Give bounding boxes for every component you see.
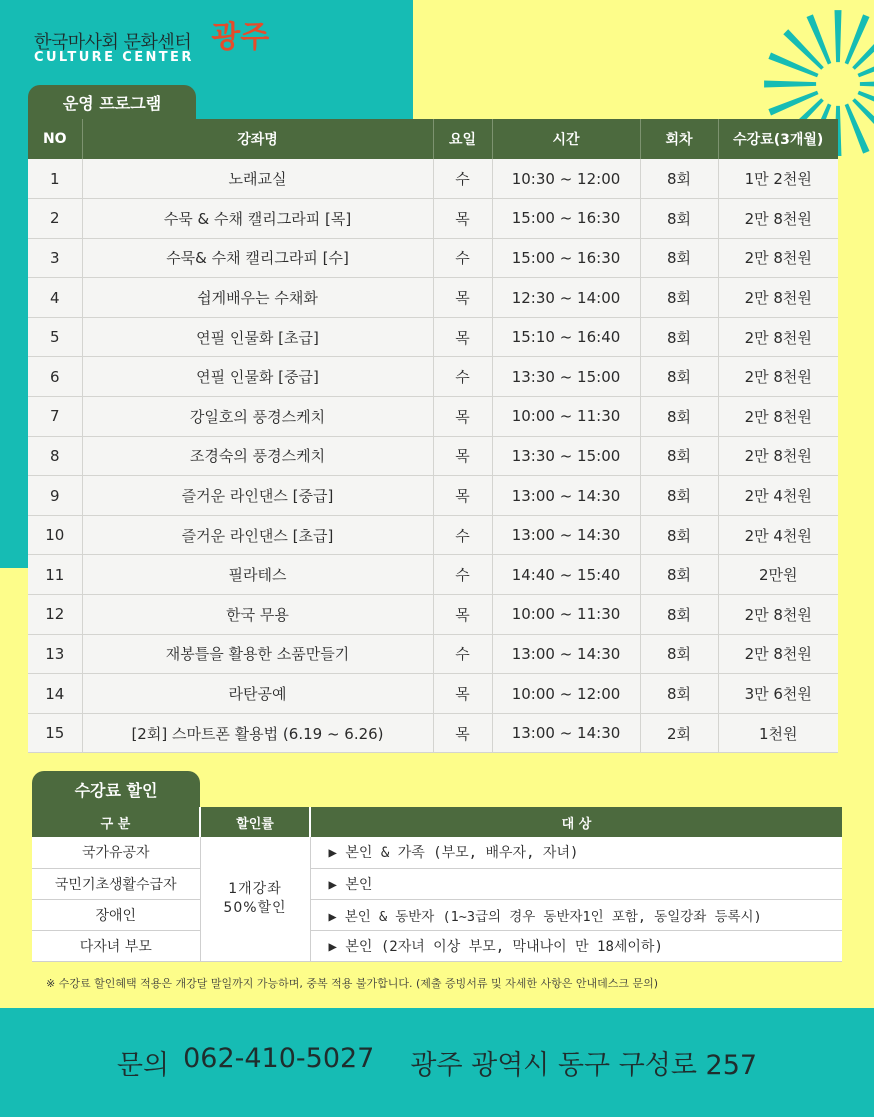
program-table-header <box>28 119 838 159</box>
table-row <box>28 515 838 555</box>
contact-phone[interactable]: 062-410-5027 <box>183 1043 375 1074</box>
discount-category: 국민기초생활수급자 <box>32 868 200 899</box>
course-time: 14:40 ~ 15:40 <box>492 555 640 595</box>
course-fee: 1만 2천원 <box>718 159 838 199</box>
discount-target: ▶ 본인 <box>310 868 842 899</box>
course-day: 수 <box>433 159 492 199</box>
discount-target: ▶ 본인 (2자녀 이상 부모, 막내나이 만 18세이하) <box>310 930 842 961</box>
course-no: 12 <box>28 595 82 635</box>
course-sessions: 8회 <box>640 595 718 635</box>
course-sessions: 8회 <box>640 159 718 199</box>
course-day: 수 <box>433 357 492 397</box>
course-time: 15:00 ~ 16:30 <box>492 199 640 239</box>
course-fee: 2만원 <box>718 555 838 595</box>
table-row <box>32 899 842 930</box>
course-no: 10 <box>28 515 82 555</box>
course-time: 15:10 ~ 16:40 <box>492 317 640 357</box>
course-sessions: 8회 <box>640 436 718 476</box>
course-day: 목 <box>433 436 492 476</box>
course-time: 13:30 ~ 15:00 <box>492 436 640 476</box>
header-category: 구 분 <box>32 807 200 837</box>
course-name: 라탄공예 <box>82 674 433 714</box>
course-name: 수묵& 수채 캘리그라피 [수] <box>82 238 433 278</box>
course-time: 12:30 ~ 14:00 <box>492 278 640 318</box>
header-fee: 수강료(3개월) <box>718 119 838 159</box>
discount-note: ※ 수강료 할인혜택 적용은 개강달 말일까지 가능하며, 중복 적용 불가합니다. (제출 증빙서류 및 자세한 사항은 안내데스크 문의) <box>46 977 659 990</box>
course-fee: 2만 4천원 <box>718 476 838 516</box>
table-row <box>32 930 842 961</box>
course-fee: 2만 8천원 <box>718 397 838 437</box>
course-time: 13:00 ~ 14:30 <box>492 476 640 516</box>
course-time: 10:00 ~ 11:30 <box>492 397 640 437</box>
course-time: 10:00 ~ 12:00 <box>492 674 640 714</box>
header-no: NO <box>28 119 82 159</box>
course-name: 즐거운 라인댄스 [초급] <box>82 515 433 555</box>
footer-contact-bar <box>0 1008 874 1117</box>
table-row <box>28 634 838 674</box>
course-sessions: 8회 <box>640 555 718 595</box>
course-no: 3 <box>28 238 82 278</box>
course-no: 11 <box>28 555 82 595</box>
course-sessions: 8회 <box>640 674 718 714</box>
discount-target: ▶ 본인 & 동반자 (1~3급의 경우 동반자1인 포함, 동일강좌 등록시) <box>310 899 842 930</box>
course-fee: 2만 8천원 <box>718 436 838 476</box>
course-no: 15 <box>28 713 82 753</box>
course-time: 13:00 ~ 14:30 <box>492 634 640 674</box>
table-row <box>28 357 838 397</box>
course-day: 수 <box>433 238 492 278</box>
course-sessions: 8회 <box>640 317 718 357</box>
course-no: 9 <box>28 476 82 516</box>
course-sessions: 8회 <box>640 397 718 437</box>
header-course: 강좌명 <box>82 119 433 159</box>
course-day: 목 <box>433 713 492 753</box>
header-sessions: 회차 <box>640 119 718 159</box>
course-no: 2 <box>28 199 82 239</box>
discount-target: ▶ 본인 & 가족 (부모, 배우자, 자녀) <box>310 837 842 868</box>
brand-city: 광주 <box>211 20 270 55</box>
header-time: 시간 <box>492 119 640 159</box>
course-fee: 2만 4천원 <box>718 515 838 555</box>
course-time: 13:30 ~ 15:00 <box>492 357 640 397</box>
course-sessions: 8회 <box>640 634 718 674</box>
course-time: 15:00 ~ 16:30 <box>492 238 640 278</box>
course-day: 수 <box>433 515 492 555</box>
course-no: 14 <box>28 674 82 714</box>
table-row <box>28 476 838 516</box>
brand-logo <box>34 22 269 65</box>
table-row <box>28 595 838 635</box>
footer-contact <box>117 1043 374 1082</box>
table-row <box>28 238 838 278</box>
course-name: 필라테스 <box>82 555 433 595</box>
course-fee: 2만 8천원 <box>718 357 838 397</box>
header-rate: 할인률 <box>200 807 310 837</box>
course-no: 7 <box>28 397 82 437</box>
course-sessions: 8회 <box>640 238 718 278</box>
starburst-ray <box>835 10 842 62</box>
course-name: 강일호의 풍경스케치 <box>82 397 433 437</box>
discount-section-tab: 수강료 할인 <box>32 771 200 807</box>
course-name: 즐거운 라인댄스 [중급] <box>82 476 433 516</box>
table-row <box>32 868 842 899</box>
brand-name-kr: 한국마사회 문화센터 <box>34 32 192 53</box>
course-day: 목 <box>433 199 492 239</box>
course-no: 4 <box>28 278 82 318</box>
table-row <box>32 837 842 868</box>
course-fee: 2만 8천원 <box>718 238 838 278</box>
course-name: [2회] 스마트폰 활용법 (6.19 ~ 6.26) <box>82 713 433 753</box>
course-name: 한국 무용 <box>82 595 433 635</box>
course-sessions: 8회 <box>640 476 718 516</box>
course-fee: 1천원 <box>718 713 838 753</box>
discount-category: 다자녀 부모 <box>32 930 200 961</box>
discount-rate: 1개강좌 50%할인 <box>200 837 310 961</box>
course-time: 10:00 ~ 11:30 <box>492 595 640 635</box>
starburst-ray <box>860 81 874 88</box>
course-day: 목 <box>433 317 492 357</box>
course-fee: 2만 8천원 <box>718 278 838 318</box>
course-time: 10:30 ~ 12:00 <box>492 159 640 199</box>
course-fee: 2만 8천원 <box>718 595 838 635</box>
course-day: 수 <box>433 555 492 595</box>
course-name: 연필 인물화 [중급] <box>82 357 433 397</box>
course-day: 목 <box>433 397 492 437</box>
course-name: 재봉틀을 활용한 소품만들기 <box>82 634 433 674</box>
table-row <box>28 674 838 714</box>
discount-table-header <box>32 807 842 837</box>
course-name: 노래교실 <box>82 159 433 199</box>
table-row <box>28 159 838 199</box>
table-row <box>28 317 838 357</box>
course-name: 수묵 & 수채 캘리그라피 [목] <box>82 199 433 239</box>
course-day: 목 <box>433 674 492 714</box>
course-sessions: 8회 <box>640 278 718 318</box>
course-fee: 2만 8천원 <box>718 199 838 239</box>
course-no: 13 <box>28 634 82 674</box>
course-name: 쉽게배우는 수채화 <box>82 278 433 318</box>
course-sessions: 8회 <box>640 357 718 397</box>
brand-name-en: CULTURE CENTER <box>34 50 194 65</box>
course-sessions: 2회 <box>640 713 718 753</box>
course-sessions: 8회 <box>640 515 718 555</box>
table-row <box>28 199 838 239</box>
course-time: 13:00 ~ 14:30 <box>492 713 640 753</box>
course-no: 5 <box>28 317 82 357</box>
contact-label: 문의 <box>116 1050 170 1081</box>
course-day: 수 <box>433 634 492 674</box>
course-fee: 3만 6천원 <box>718 674 838 714</box>
course-name: 조경숙의 풍경스케치 <box>82 436 433 476</box>
program-table <box>28 119 838 753</box>
course-no: 6 <box>28 357 82 397</box>
course-no: 1 <box>28 159 82 199</box>
course-day: 목 <box>433 476 492 516</box>
course-time: 13:00 ~ 14:30 <box>492 515 640 555</box>
course-fee: 2만 8천원 <box>718 317 838 357</box>
discount-category: 국가유공자 <box>32 837 200 868</box>
discount-table <box>32 807 842 962</box>
course-name: 연필 인물화 [초급] <box>82 317 433 357</box>
course-day: 목 <box>433 595 492 635</box>
course-day: 목 <box>433 278 492 318</box>
course-sessions: 8회 <box>640 199 718 239</box>
table-row <box>28 555 838 595</box>
table-row <box>28 713 838 753</box>
header-target: 대 상 <box>310 807 842 837</box>
program-section-tab: 운영 프로그램 <box>28 85 196 120</box>
course-fee: 2만 8천원 <box>718 634 838 674</box>
course-no: 8 <box>28 436 82 476</box>
table-row <box>28 397 838 437</box>
header-day: 요일 <box>433 119 492 159</box>
contact-address: 광주 광역시 동구 구성로 257 <box>410 1050 758 1081</box>
starburst-ray <box>764 81 816 88</box>
discount-category: 장애인 <box>32 899 200 930</box>
table-row <box>28 436 838 476</box>
table-row <box>28 278 838 318</box>
